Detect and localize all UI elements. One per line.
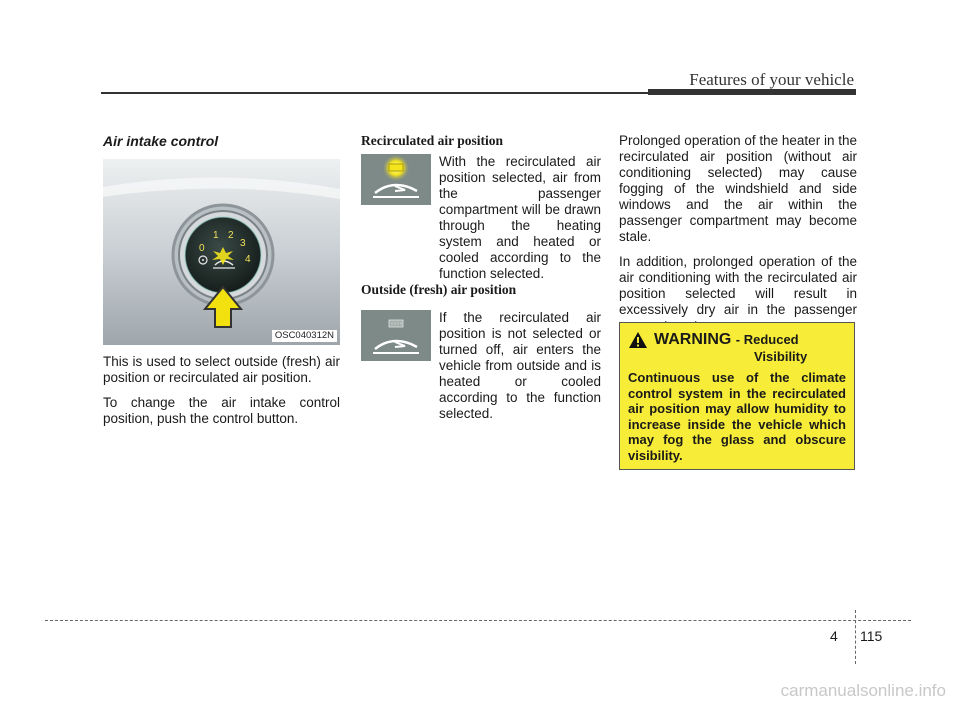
page-header-title: Features of your vehicle	[689, 70, 854, 89]
warning-body: Continuous use of the climate control system in the recirculated air position may allow humidity to increase inside the vehicle which may fog the glass and obscure visibility.	[628, 370, 846, 463]
warning-header	[628, 331, 846, 349]
air-intake-dial-figure	[103, 159, 340, 345]
section-title: Air intake control	[103, 133, 219, 149]
footer-rule	[45, 620, 911, 621]
outside-air-description: If the recirculated air position is not selected or turned off, air enters the vehicle from outside and is heated or cooled according to the function selected.	[439, 310, 601, 421]
warning-subtitle: - Reduced	[735, 332, 799, 347]
ac-paragraph: In addition, prolonged operation of the air conditioning with the recirculated air position selected will result in excessively dry air in the passenger	[619, 254, 857, 317]
column-middle	[361, 133, 601, 422]
intro-paragraph: This is used to select outside (fresh) air position or recirculated air position.	[103, 354, 340, 385]
outside-air-heading: Outside (fresh) air position	[361, 282, 517, 297]
warning-box	[619, 322, 855, 470]
warning-subtitle-line2: Visibility	[754, 349, 808, 364]
header-rule-accent	[648, 89, 856, 95]
chapter-number: 4	[830, 628, 838, 644]
dial-number-1: 1	[213, 230, 219, 241]
column-left	[103, 133, 340, 436]
instruction-paragraph: To change the air intake control position, push the control button.	[103, 395, 340, 426]
dial-number-3: 3	[240, 238, 246, 249]
warning-triangle-icon	[628, 331, 648, 349]
recirculated-heading: Recirculated air position	[361, 133, 503, 148]
climate-dial-illustration	[103, 159, 340, 345]
warning-title: WARNING	[654, 331, 732, 348]
heater-paragraph: Prolonged operation of the heater in the recirculated air position (without air conditioning selected) may cause fogging of the windshield and side windows and the air within the passenger compartment may become stale.	[619, 133, 857, 244]
figure-code: OSC040312N	[272, 330, 337, 342]
dial-number-0: 0	[199, 243, 205, 254]
dial-number-4: 4	[245, 254, 251, 265]
dial-number-2: 2	[228, 230, 234, 241]
recirculated-block	[361, 154, 601, 282]
page-number: 115	[860, 628, 883, 644]
watermark: carmanualsonline.info	[780, 681, 946, 700]
recirculated-air-mode-icon	[361, 154, 431, 205]
recirculated-description: With the recirculated air position selected, air from the passenger compartment will be drawn through the heating system and heated or cooled according to the function selected.	[439, 154, 601, 281]
footer-divider	[855, 610, 856, 664]
outside-air-block	[361, 310, 601, 422]
column-right	[619, 133, 857, 343]
outside-air-mode-icon	[361, 310, 431, 361]
